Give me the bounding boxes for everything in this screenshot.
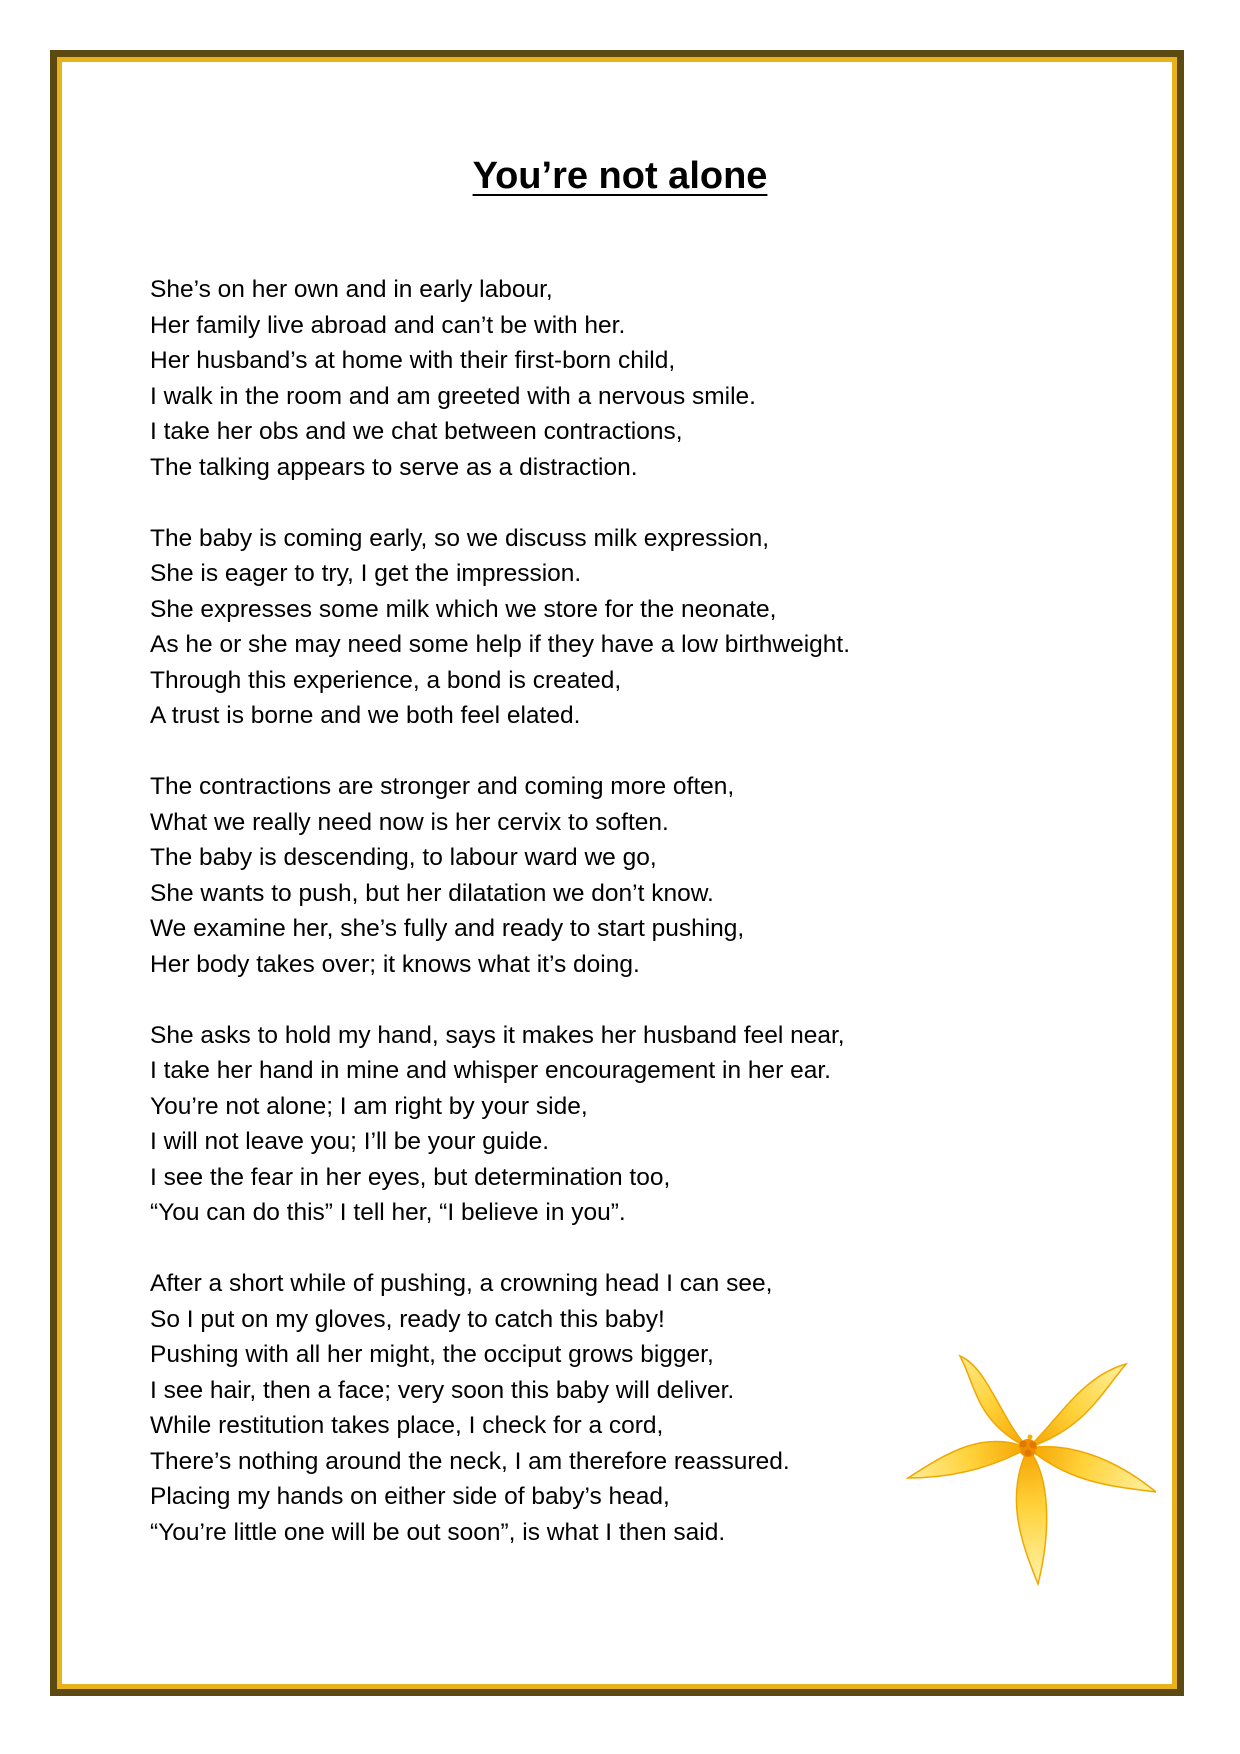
poem-stanza <box>150 521 950 734</box>
poem-line: There’s nothing around the neck, I am therefore reassured. <box>150 1447 790 1475</box>
poem-line: A trust is borne and we both feel elated. <box>150 702 581 729</box>
poem-line: So I put on my gloves, ready to catch this baby! <box>150 1305 665 1333</box>
poem-line: Through this experience, a bond is created, <box>150 666 622 694</box>
poem-line: I take her hand in mine and whisper encouragement in her ear. <box>150 1057 831 1084</box>
poem-line: The baby is descending, to labour ward we go, <box>150 844 657 871</box>
poem-stanza <box>150 1266 950 1550</box>
poem-line: While restitution takes place, I check for a cord, <box>150 1412 664 1439</box>
poem-body <box>150 272 950 1586</box>
poem-line: I take her obs and we chat between contractions, <box>150 418 683 445</box>
poem-line: We examine her, she’s fully and ready to start pushing, <box>150 915 745 942</box>
poem-stanza <box>150 272 950 485</box>
flower-petals <box>908 1356 1156 1584</box>
yellow-flower-icon <box>896 1348 1156 1592</box>
poem-stanza <box>150 769 950 982</box>
poem-line: The contractions are stronger and coming more often, <box>150 773 735 800</box>
poem-title-text: You’re not alone <box>472 155 768 197</box>
poem-line: I see the fear in her eyes, but determination too, <box>150 1163 671 1191</box>
poem-line: Her body takes over; it knows what it’s doing. <box>150 950 640 978</box>
poem-line: Placing my hands on either side of baby’s head, <box>150 1483 670 1510</box>
poem-line: She asks to hold my hand, says it makes her husband feel near, <box>150 1021 845 1049</box>
poem-line: I see hair, then a face; very soon this baby will deliver. <box>150 1376 735 1404</box>
poem-stanza <box>150 1018 950 1231</box>
poem-line: I will not leave you; I’ll be your guide. <box>150 1128 550 1155</box>
poem-line: After a short while of pushing, a crowning head I can see, <box>150 1270 773 1297</box>
poem-line: “You can do this” I tell her, “I believe in you”. <box>150 1199 626 1226</box>
poem-line: As he or she may need some help if they have a low birthweight. <box>150 631 850 658</box>
poem-line: The talking appears to serve as a distraction. <box>150 453 638 481</box>
poem-line: She’s on her own and in early labour, <box>150 276 553 303</box>
poem-line: What we really need now is her cervix to soften. <box>150 808 669 836</box>
poem-line: Her family live abroad and can’t be with her. <box>150 311 626 339</box>
poem-line: The baby is coming early, so we discuss milk expression, <box>150 524 770 552</box>
poem-title <box>0 148 1240 204</box>
poem-line: “You’re little one will be out soon”, is what I then said. <box>150 1518 726 1546</box>
poem-line: Her husband’s at home with their first-born child, <box>150 347 676 374</box>
poem-line: She wants to push, but her dilatation we don’t know. <box>150 879 714 907</box>
poem-line: She is eager to try, I get the impression. <box>150 560 582 587</box>
poem-line: Pushing with all her might, the occiput grows bigger, <box>150 1341 714 1368</box>
poem-line: She expresses some milk which we store for the neonate, <box>150 595 777 623</box>
poem-line: You’re not alone; I am right by your side, <box>150 1092 588 1120</box>
poem-line: I walk in the room and am greeted with a nervous smile. <box>150 382 756 410</box>
